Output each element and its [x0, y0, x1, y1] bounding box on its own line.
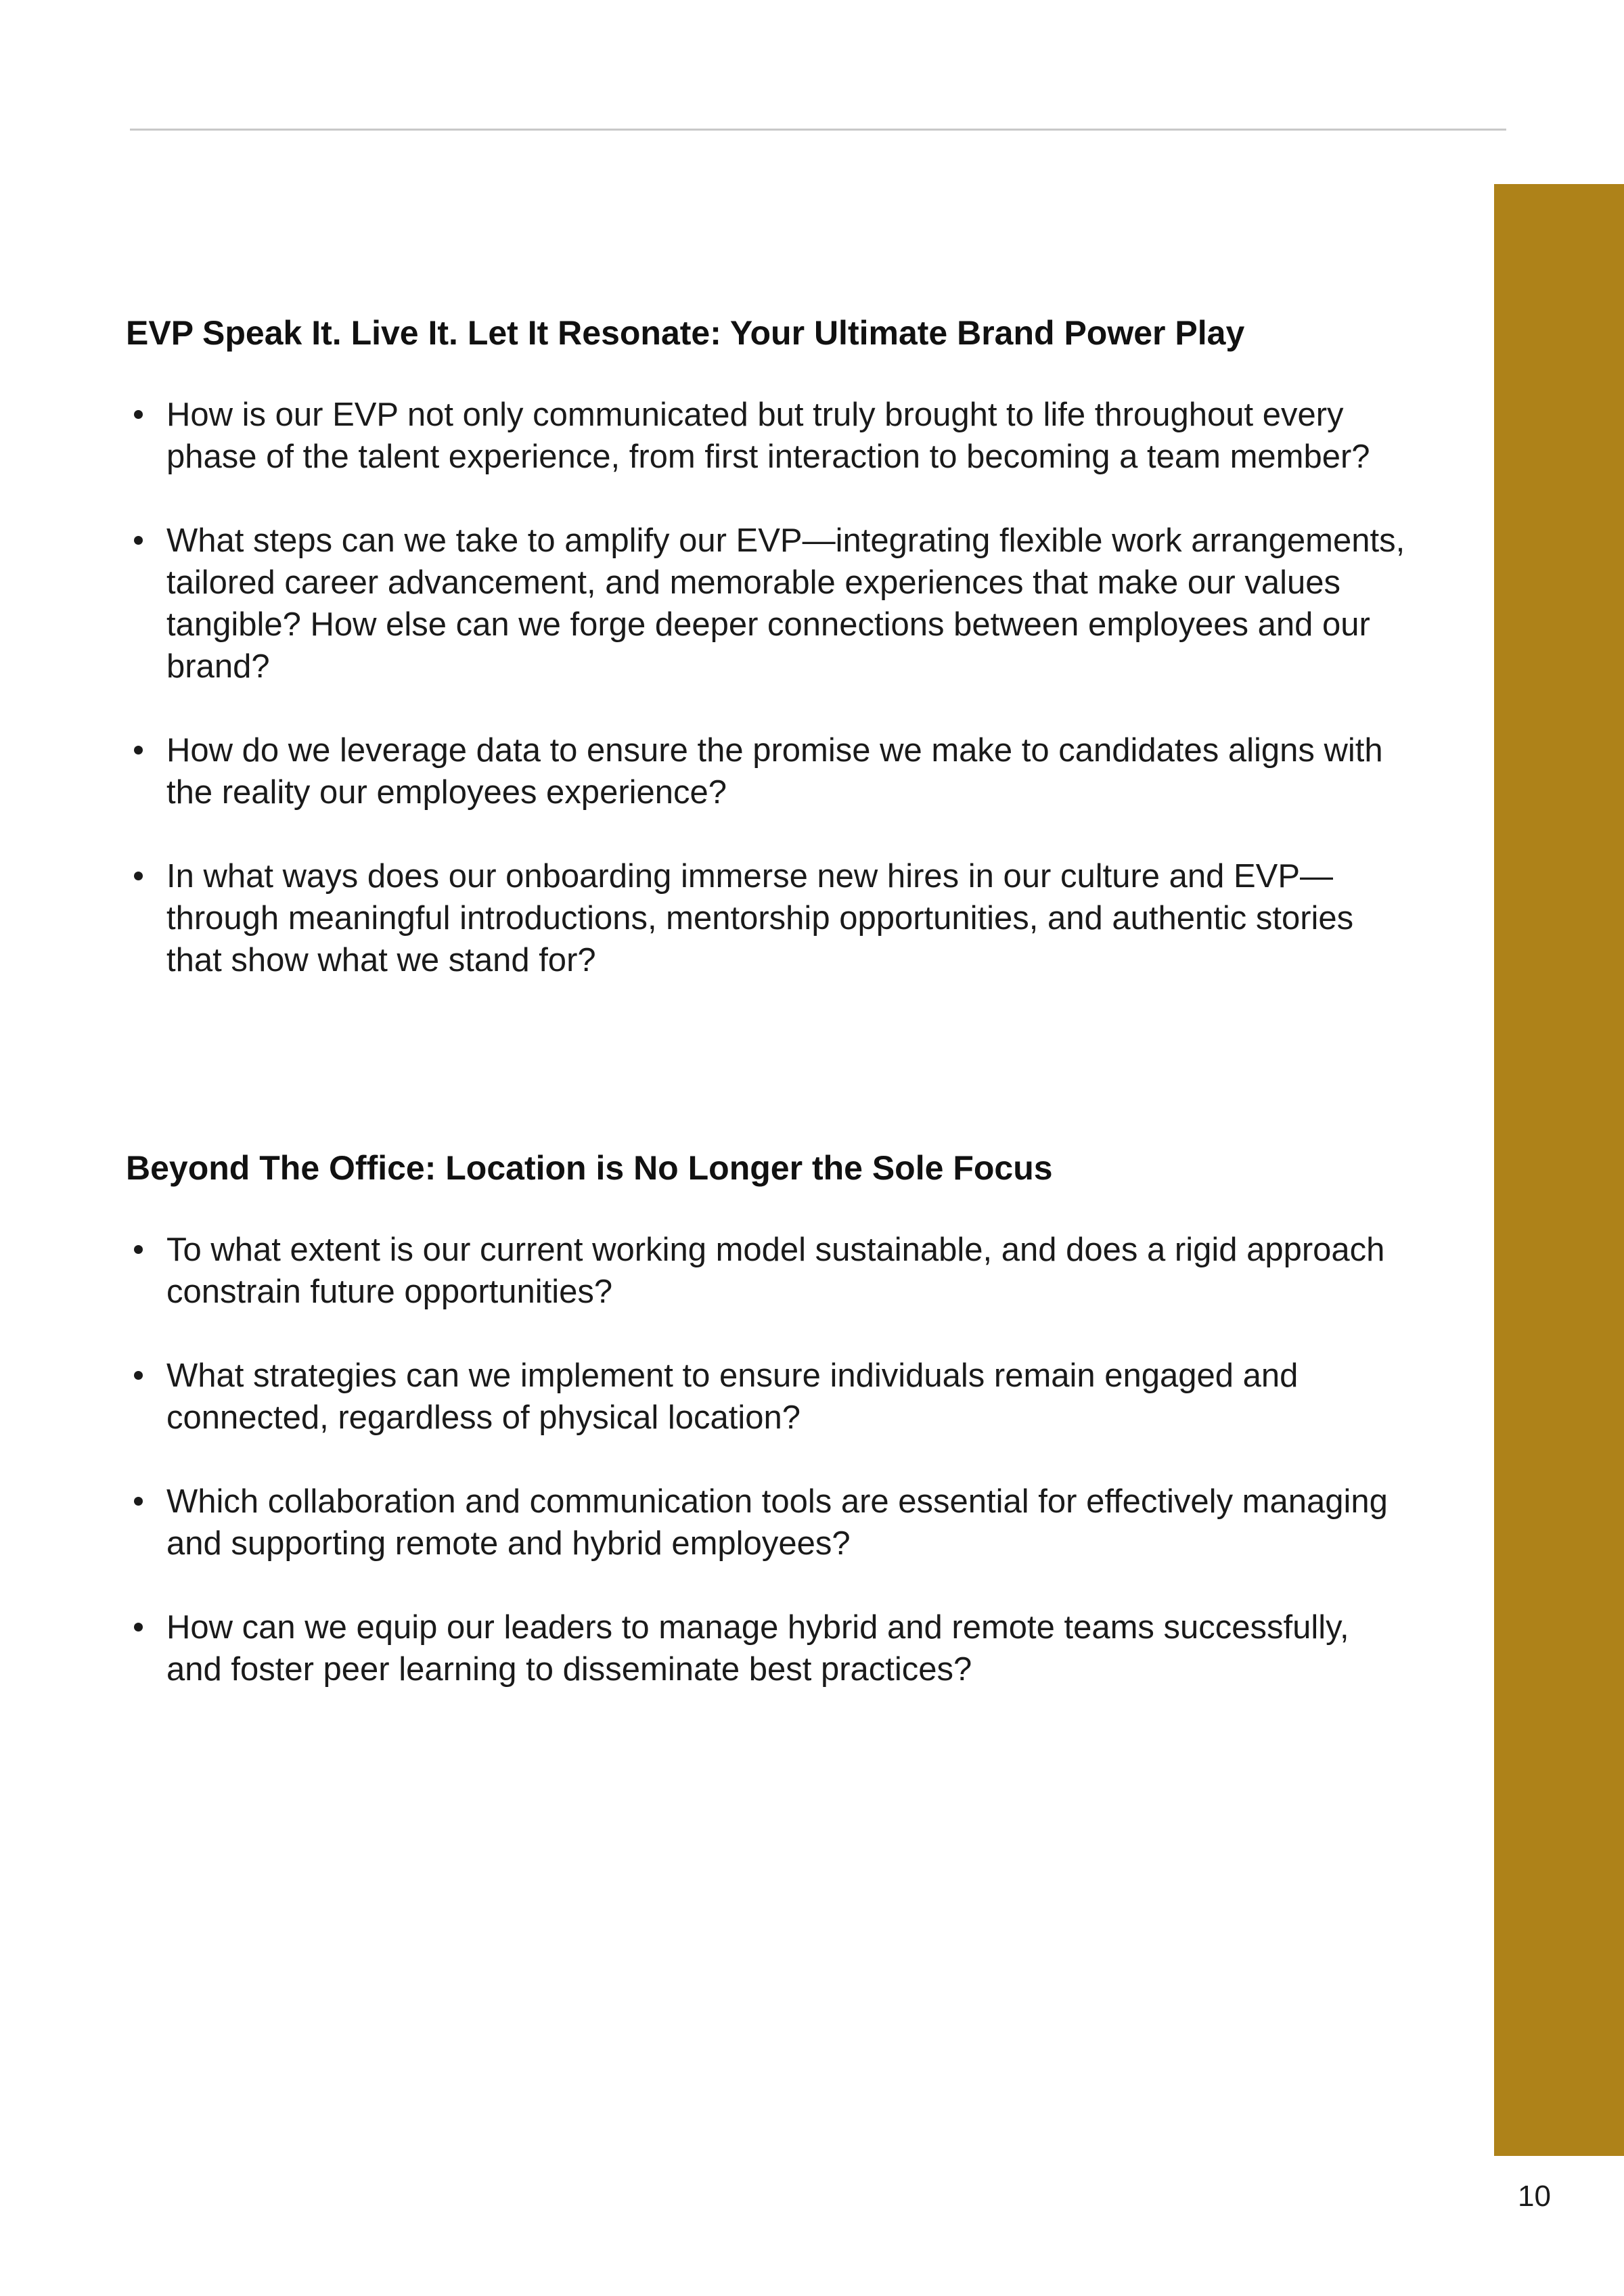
- list-item-text: What steps can we take to amplify our EVP—integrating flexible work arrangements, tailored career advancement, and memorable experiences that make our values tangible? How else can we forge deeper connections between employees and our brand?: [166, 522, 1405, 685]
- list-item-text: How is our EVP not only communicated but truly brought to life throughout every phase of the talent experience, from first interaction to becoming a team member?: [166, 397, 1370, 475]
- list-item: [126, 1481, 1412, 1565]
- section-evp: [126, 306, 1412, 981]
- bullet-icon: [134, 872, 143, 880]
- bullet-icon: [134, 1245, 143, 1254]
- bullet-icon: [134, 1497, 143, 1506]
- list-item: [126, 729, 1412, 813]
- list-item-text: Which collaboration and communication tools are essential for effectively managing and supporting remote and hybrid employees?: [166, 1483, 1388, 1562]
- section-beyond-office: [126, 1141, 1412, 1690]
- list-item: [126, 1355, 1412, 1439]
- accent-side-bar: [1494, 184, 1624, 2156]
- list-item: [126, 394, 1412, 478]
- list-item-text: How do we leverage data to ensure the promise we make to candidates aligns with the reality our employees experience?: [166, 732, 1383, 811]
- bullet-list-evp: [126, 394, 1412, 981]
- section-heading-evp: EVP Speak It. Live It. Let It Resonate: Your Ultimate Brand Power Play: [126, 314, 1245, 352]
- bullet-icon: [134, 1623, 143, 1631]
- page-number: 10: [1518, 2180, 1551, 2213]
- bullet-icon: [134, 746, 143, 755]
- section-heading-beyond-office: Beyond The Office: Location is No Longer the Sole Focus: [126, 1149, 1053, 1187]
- list-item-text: In what ways does our onboarding immerse new hires in our culture and EVP—through meaningful introductions, mentorship opportunities, and authentic stories that show what we stand for?: [166, 858, 1354, 978]
- list-item: [126, 520, 1412, 688]
- bullet-list-beyond-office: [126, 1229, 1412, 1690]
- list-item: [126, 1229, 1412, 1313]
- bullet-icon: [134, 536, 143, 545]
- list-item: [126, 855, 1412, 981]
- list-item: [126, 1606, 1412, 1690]
- list-item-text: What strategies can we implement to ensure individuals remain engaged and connected, regardless of physical location?: [166, 1357, 1299, 1436]
- bullet-icon: [134, 410, 143, 419]
- bullet-icon: [134, 1371, 143, 1380]
- top-divider: [130, 129, 1506, 131]
- list-item-text: How can we equip our leaders to manage hybrid and remote teams successfully, and foster peer learning to disseminate best practices?: [166, 1609, 1349, 1688]
- list-item-text: To what extent is our current working model sustainable, and does a rigid approach constrain future opportunities?: [166, 1232, 1385, 1310]
